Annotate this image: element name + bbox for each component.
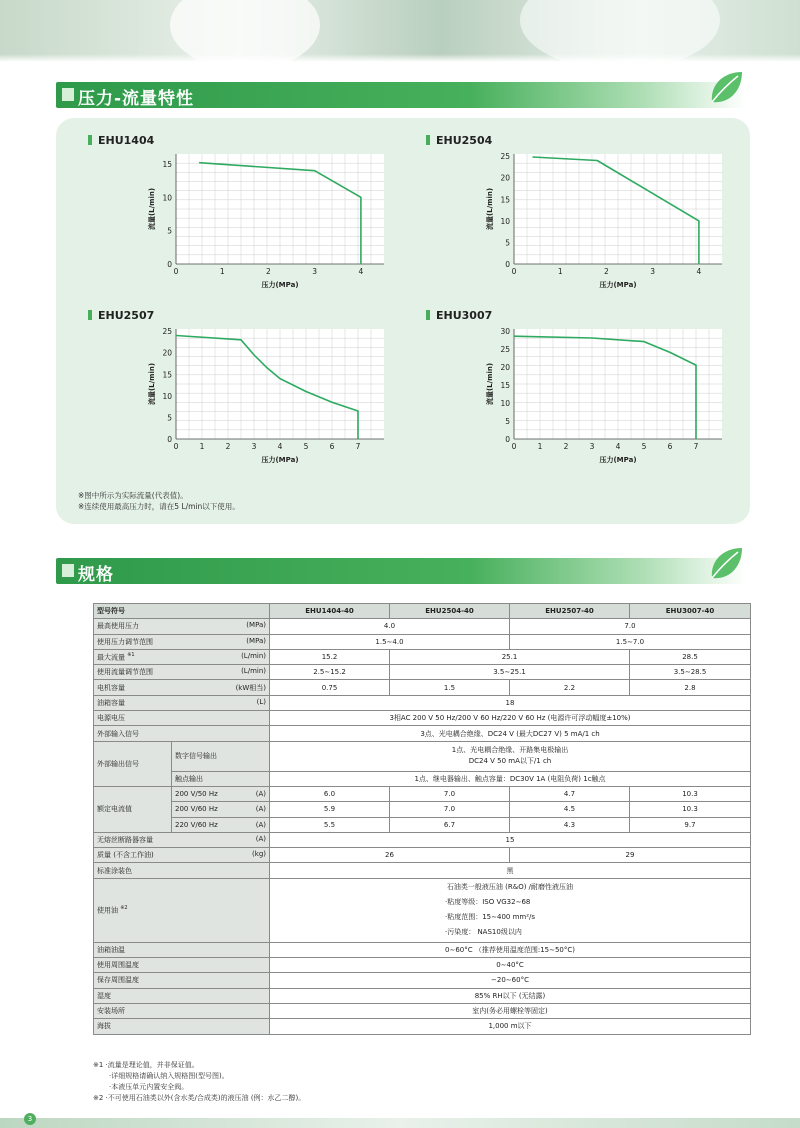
table-row — [94, 634, 751, 649]
x-tick-label: 0 — [511, 267, 517, 276]
table-cell: 3相AC 200 V 50 Hz/200 V 60 Hz/220 V 60 Hz (电源许可浮动幅度±10%) — [270, 711, 751, 726]
table-cell: 2.5∼15.2 — [270, 665, 390, 680]
row-label: 使用流量调节范围 — [97, 668, 153, 677]
table-cell: 0∼60°C （推荐使用温度范围:15∼50°C) — [270, 942, 751, 957]
y-tick-label: 30 — [500, 326, 510, 336]
y-tick-label: 0 — [167, 260, 172, 269]
row-unit: (A) — [255, 805, 266, 814]
table-cell: 1.5∼4.0 — [270, 634, 510, 649]
x-tick-label: 7 — [355, 442, 361, 451]
x-axis-label: 压力(MPa) — [599, 456, 637, 464]
cell-line: ·污染度： NAS10级以内 — [445, 928, 522, 937]
row-sublabel: 200 V/60 Hz — [175, 805, 218, 814]
row-label: 油箱容量 — [97, 698, 125, 707]
chart-ehu3007 — [426, 309, 756, 479]
row-label: 最大流量 — [97, 653, 125, 662]
row-label: 海拔 — [94, 1019, 270, 1034]
x-tick-label: 1 — [219, 267, 225, 276]
table-cell: 3.5∼28.5 — [630, 665, 751, 680]
x-tick-label: 2 — [225, 442, 231, 451]
y-tick-label: 15 — [500, 380, 510, 390]
leaf-icon — [706, 544, 746, 584]
section-title: 规格 — [78, 565, 114, 585]
row-unit: (L) — [256, 697, 266, 706]
spec-note: ※2 ·不可使用石油类以外(含水类/合成类)的液压油 (例：水乙二醇)。 — [93, 1094, 306, 1102]
row-unit: (A) — [255, 790, 266, 799]
table-cell: 25.1 — [390, 649, 630, 664]
table-cell: 5.5 — [270, 817, 390, 832]
x-tick-label: 1 — [557, 267, 563, 276]
table-row — [94, 942, 751, 957]
table-cell: 4.0 — [270, 619, 510, 634]
x-tick-label: 1 — [537, 442, 543, 451]
chart-ehu2507 — [88, 309, 418, 479]
y-tick-label: 5 — [505, 238, 510, 248]
table-row — [94, 711, 751, 726]
row-unit: (A) — [255, 820, 266, 829]
cell-line: 石油类一般液压油 (R&O) /耐磨性液压油 — [446, 883, 574, 892]
row-unit: (kg) — [252, 850, 266, 859]
table-row — [94, 786, 751, 801]
x-tick-label: 1 — [199, 442, 205, 451]
x-tick-label: 0 — [511, 442, 517, 451]
table-cell: 6.7 — [390, 817, 510, 832]
table-header: EHU2504-40 — [390, 604, 510, 619]
chart-notes — [78, 490, 240, 512]
y-tick-label: 10 — [500, 216, 510, 226]
table-row — [94, 741, 751, 771]
spec-note: ·详细规格请确认纳入规格图(型号图)。 — [109, 1072, 229, 1080]
table-row — [94, 619, 751, 634]
table-cell: 29 — [510, 848, 751, 863]
table-row — [94, 817, 751, 832]
row-label: 使用压力调节范围 — [97, 637, 153, 646]
y-tick-label: 25 — [500, 152, 510, 162]
row-unit: (MPa) — [246, 621, 266, 630]
table-row — [94, 973, 751, 988]
table-cell: 9.7 — [630, 817, 751, 832]
row-label: 外部输出信号 — [94, 741, 172, 786]
row-label: 无熔丝断路器容量 — [97, 836, 153, 844]
table-row — [94, 726, 751, 741]
table-row — [94, 695, 751, 710]
row-sublabel: 200 V/50 Hz — [175, 790, 218, 799]
table-cell: 15 — [270, 832, 751, 847]
y-tick-label: 5 — [167, 226, 172, 236]
table-row — [94, 604, 751, 619]
spec-note: ·本液压单元内置安全阀。 — [109, 1083, 189, 1091]
y-tick-label: 0 — [505, 260, 510, 269]
table-row — [94, 848, 751, 863]
y-axis-label: 流量(L/min) — [148, 187, 156, 231]
table-row — [94, 680, 751, 695]
chart-title: EHU2507 — [98, 309, 155, 322]
row-label: 额定电流值 — [94, 786, 172, 832]
bottom-bar — [0, 1118, 800, 1128]
x-tick-label: 5 — [641, 442, 647, 451]
y-tick-label: 0 — [167, 435, 172, 444]
table-cell: 28.5 — [630, 649, 751, 664]
table-header: EHU2507-40 — [510, 604, 630, 619]
chart-svg — [88, 323, 388, 483]
table-cell: 室内(务必用螺栓等固定) — [270, 1003, 751, 1018]
row-label: 电源电压 — [94, 711, 270, 726]
y-tick-label: 20 — [162, 348, 172, 358]
row-unit: (A) — [255, 835, 266, 843]
table-row — [94, 1003, 751, 1018]
x-axis-label: 压力(MPa) — [261, 281, 299, 289]
y-axis-label: 流量(L/min) — [148, 362, 156, 406]
table-cell: 1.5∼7.0 — [510, 634, 751, 649]
x-tick-label: 6 — [329, 442, 335, 451]
row-label: 使用油 — [97, 906, 118, 915]
chart-title: EHU1404 — [98, 134, 155, 147]
row-label: 安装场所 — [94, 1003, 270, 1018]
spec-notes — [93, 1060, 305, 1104]
y-tick-label: 0 — [505, 435, 510, 444]
x-tick-label: 7 — [693, 442, 699, 451]
row-sublabel: 220 V/60 Hz — [175, 820, 218, 829]
x-tick-label: 3 — [312, 267, 318, 276]
x-axis-label: 压力(MPa) — [599, 281, 637, 289]
table-cell: 18 — [270, 695, 751, 710]
row-unit: (MPa) — [246, 636, 266, 645]
x-tick-label: 6 — [667, 442, 673, 451]
table-cell: 1,000 m以下 — [270, 1019, 751, 1034]
table-row — [94, 988, 751, 1003]
table-cell: 黑 — [270, 863, 751, 878]
table-cell: 0∼40°C — [270, 958, 751, 973]
table-row — [94, 665, 751, 680]
spec-table — [93, 603, 751, 1035]
table-cell: 3.5∼25.1 — [390, 665, 630, 680]
spec-note: ※1 ·流量是理论值，并非保证值。 — [93, 1061, 199, 1069]
row-unit: (L/min) — [241, 651, 266, 660]
x-tick-label: 2 — [266, 267, 271, 276]
y-tick-label: 5 — [167, 413, 172, 423]
x-tick-label: 3 — [589, 442, 595, 451]
y-tick-label: 20 — [500, 173, 510, 183]
x-tick-label: 0 — [173, 442, 179, 451]
table-cell: 5.9 — [270, 802, 390, 817]
x-tick-label: 4 — [277, 442, 283, 451]
table-cell — [270, 741, 751, 771]
table-cell: 4.7 — [510, 786, 630, 801]
cell-line: ·粘度等级：ISO VG32∼68 — [445, 898, 531, 907]
table-cell: 7.0 — [510, 619, 751, 634]
x-tick-label: 0 — [173, 267, 179, 276]
row-label: 外部输入信号 — [94, 726, 270, 741]
table-header: 型号符号 — [94, 604, 270, 619]
table-header: EHU1404-40 — [270, 604, 390, 619]
table-row — [94, 771, 751, 786]
y-tick-label: 20 — [500, 362, 510, 372]
table-row — [94, 832, 751, 847]
y-tick-label: 10 — [162, 391, 172, 401]
chart-ehu1404 — [88, 134, 418, 304]
table-cell: 1.5 — [390, 680, 510, 695]
row-sublabel: 数字信号输出 — [172, 741, 270, 771]
section-title: 压力-流量特性 — [78, 89, 195, 109]
table-cell: 4.3 — [510, 817, 630, 832]
x-tick-label: 3 — [251, 442, 257, 451]
row-unit: (L/min) — [241, 667, 266, 676]
footnote-ref: ※1 — [127, 651, 135, 658]
table-cell: 3点、光电耦合绝缘、DC24 V (最大DC27 V) 5 mA/1 ch — [270, 726, 751, 741]
row-label: 油箱油温 — [94, 942, 270, 957]
table-cell: 10.3 — [630, 786, 751, 801]
x-tick-label: 2 — [563, 442, 569, 451]
table-row — [94, 958, 751, 973]
y-tick-label: 15 — [162, 370, 172, 380]
chart-title: EHU3007 — [436, 309, 493, 322]
row-label: 质量 (不含工作油) — [97, 851, 154, 860]
x-tick-label: 3 — [650, 267, 656, 276]
chart-title: EHU2504 — [436, 134, 493, 147]
table-cell: 26 — [270, 848, 510, 863]
y-axis-label: 流量(L/min) — [486, 187, 494, 231]
chart-svg — [426, 323, 726, 483]
y-tick-label: 15 — [162, 160, 172, 169]
row-label: 电机容量 — [97, 683, 125, 692]
y-tick-label: 25 — [162, 327, 172, 337]
table-cell: 85% RH以下 (无结露) — [270, 988, 751, 1003]
table-cell: 15.2 — [270, 649, 390, 664]
x-tick-label: 5 — [303, 442, 309, 451]
row-label: 保存周围温度 — [94, 973, 270, 988]
row-label: 标准涂装色 — [94, 863, 270, 878]
table-cell: 2.8 — [630, 680, 751, 695]
footnote-ref: ※2 — [120, 905, 128, 912]
chart-ehu2504 — [426, 134, 756, 304]
y-axis-label: 流量(L/min) — [486, 362, 494, 406]
table-row — [94, 649, 751, 664]
table-cell — [270, 878, 751, 942]
x-tick-label: 4 — [696, 267, 702, 276]
row-sublabel: 触点输出 — [172, 771, 270, 786]
row-label: 使用周围温度 — [94, 958, 270, 973]
leaf-icon — [706, 68, 746, 108]
table-cell: 6.0 — [270, 786, 390, 801]
table-cell: 7.0 — [390, 802, 510, 817]
y-tick-label: 5 — [505, 416, 510, 426]
table-cell: 2.2 — [510, 680, 630, 695]
chart-svg — [88, 148, 388, 308]
cell-line: 1点、光电耦合绝缘、开路集电极输出 — [451, 746, 569, 755]
y-tick-label: 10 — [162, 193, 172, 203]
page-number: 3 — [24, 1113, 36, 1125]
table-cell: 7.0 — [390, 786, 510, 801]
y-tick-label: 25 — [500, 344, 510, 354]
cell-line: ·粘度范围：15∼400 mm²/s — [445, 913, 536, 922]
chart-svg — [426, 148, 726, 308]
table-cell: 4.5 — [510, 802, 630, 817]
row-label: 湿度 — [94, 988, 270, 1003]
table-cell: 0.75 — [270, 680, 390, 695]
section-header-pressure-flow — [56, 82, 746, 108]
table-header: EHU3007-40 — [630, 604, 751, 619]
chart-note: ※图中所示为实际流量(代表值)。 — [78, 491, 188, 500]
chart-note: ※连续使用最高压力时，请在5 L/min以下使用。 — [78, 502, 240, 511]
row-unit: (kW相当) — [235, 683, 266, 692]
y-tick-label: 10 — [500, 398, 510, 408]
table-row — [94, 878, 751, 942]
cell-line: DC24 V 50 mA以下/1 ch — [468, 757, 552, 766]
x-tick-label: 2 — [604, 267, 609, 276]
table-row — [94, 1019, 751, 1034]
table-cell: 10.3 — [630, 802, 751, 817]
top-banner-image — [0, 0, 800, 62]
table-cell: 1点、继电器输出、触点容量：DC30V 1A (电阻负荷) 1c触点 — [270, 771, 751, 786]
row-label: 最高使用压力 — [97, 622, 139, 631]
x-tick-label: 4 — [615, 442, 621, 451]
x-axis-label: 压力(MPa) — [261, 456, 299, 464]
table-cell: −20∼60°C — [270, 973, 751, 988]
table-row — [94, 802, 751, 817]
x-tick-label: 4 — [358, 267, 364, 276]
table-row — [94, 863, 751, 878]
section-header-spec — [56, 558, 746, 584]
y-tick-label: 15 — [500, 195, 510, 205]
